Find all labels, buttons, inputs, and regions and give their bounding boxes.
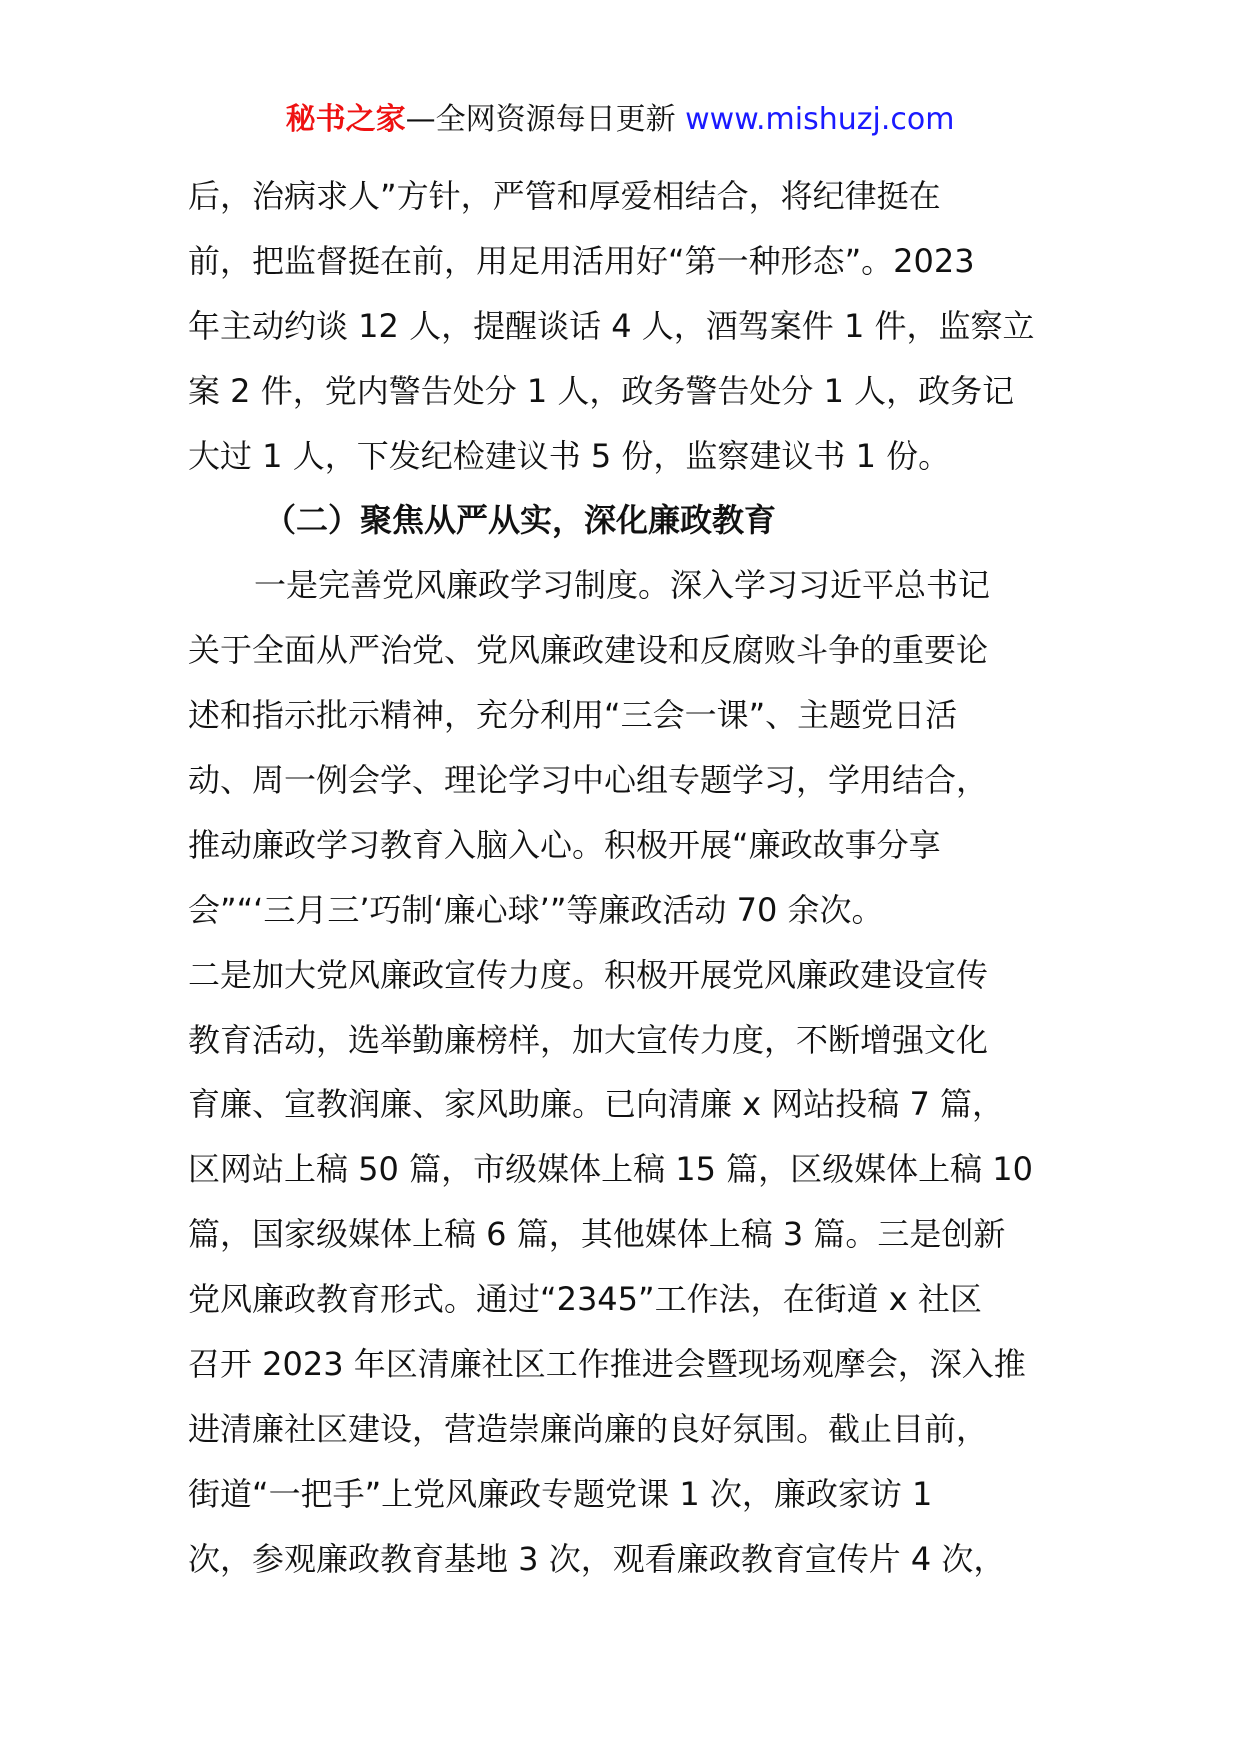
- body-line: 召开 2023 年区清廉社区工作推进会暨现场观摩会，深入推: [188, 1345, 1026, 1384]
- body-line: 动、周一例会学、理论学习中心组专题学习，学用结合，: [188, 761, 989, 800]
- body-line: 街道“一把手”上党风廉政专题党课 1 次，廉政家访 1: [188, 1474, 933, 1513]
- body-line: 教育活动，选举勤廉榜样，加大宣传力度，不断增强文化: [188, 1020, 989, 1059]
- body-line: 关于全面从严治党、党风廉政建设和反腐败斗争的重要论: [188, 631, 989, 670]
- body-line: 二是加大党风廉政宣传力度。积极开展党风廉政建设宣传: [188, 955, 989, 994]
- body-line: 进清廉社区建设，营造崇廉尚廉的良好氛围。截止目前，: [188, 1409, 989, 1448]
- body-line: 推动廉政学习教育入脑入心。积极开展“廉政故事分享: [188, 825, 941, 864]
- body-line: 次，参观廉政教育基地 3 次，观看廉政教育宣传片 4 次，: [188, 1539, 1006, 1578]
- header-url[interactable]: www.mishuzj.com: [685, 102, 955, 137]
- body-line: 会”“‘三月三’巧制‘廉心球’”等廉政活动 70 余次。: [188, 890, 884, 929]
- body-line: 育廉、宣教润廉、家风助廉。已向清廉 x 网站投稿 7 篇，: [188, 1085, 1004, 1124]
- body-line: 案 2 件，党内警告处分 1 人，政务警告处分 1 人，政务记: [188, 371, 1015, 410]
- brand-name: 秘书之家: [285, 102, 406, 137]
- page-header: [0, 100, 1240, 140]
- document-body: [188, 164, 1060, 1592]
- body-line: 区网站上稿 50 篇，市级媒体上稿 15 篇，区级媒体上稿 10: [188, 1150, 1034, 1189]
- body-line: 篇，国家级媒体上稿 6 篇，其他媒体上稿 3 篇。三是创新: [188, 1215, 1006, 1254]
- body-line: 前，把监督挺在前，用足用活用好“第一种形态”。2023: [188, 241, 975, 280]
- body-line: 述和指示批示精神，充分利用“三会一课”、主题党日活: [188, 696, 958, 735]
- section-heading: （二）聚焦从严从实，深化廉政教育: [264, 501, 777, 540]
- header-tagline: —全网资源每日更新: [405, 102, 676, 137]
- body-line: 后，治病求人”方针，严管和厚爱相结合，将纪律挺在: [188, 177, 941, 215]
- body-line: 党风廉政教育形式。通过“2345”工作法，在街道 x 社区: [188, 1280, 982, 1319]
- body-line: 年主动约谈 12 人，提醒谈话 4 人，酒驾案件 1 件，监察立: [188, 306, 1035, 345]
- body-line: 大过 1 人，下发纪检建议书 5 份，监察建议书 1 份。: [188, 436, 951, 475]
- body-line: 一是完善党风廉政学习制度。深入学习习近平总书记: [254, 566, 991, 605]
